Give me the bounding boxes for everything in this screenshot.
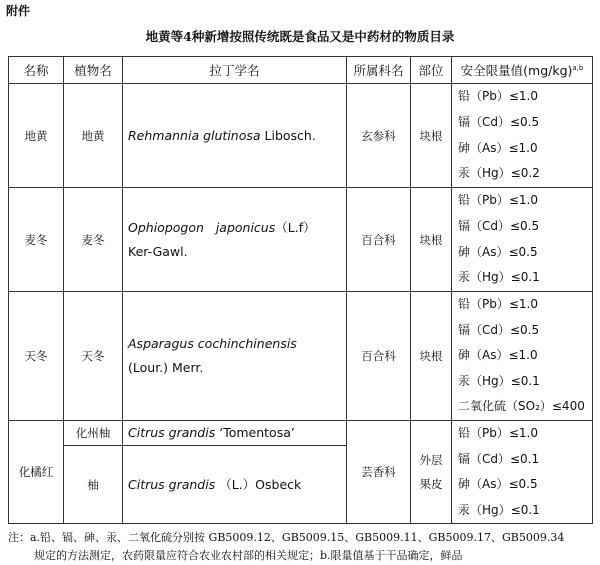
row-limits <box>452 188 593 292</box>
limit-item: 镉（Cd）≤0.5 <box>458 218 540 233</box>
limit-item: 铅（Pb）≤1.0 <box>458 426 538 440</box>
table-row <box>9 188 593 292</box>
limit-item: 铅（Pb）≤1.0 <box>458 193 538 208</box>
column-header-name: 名称 <box>9 57 64 84</box>
row-part: 块根 <box>411 188 452 292</box>
row-part: 块根 <box>411 292 452 421</box>
row-latin-name: Rehmannia glutinosa Libosch. <box>123 84 347 188</box>
footnote-line: 注：a.铅、镉、砷、汞、二氧化硫分别按 GB5009.12、GB5009.15、GB5009.11、GB5009.17、GB5009.34 <box>8 531 565 544</box>
row-family: 百合科 <box>347 292 411 421</box>
substance-table <box>8 56 593 524</box>
limit-item: 铅（Pb）≤1.0 <box>458 89 538 104</box>
limit-item: 汞（Hg）≤0.2 <box>458 166 540 181</box>
row-name: 化橘红 <box>9 421 64 524</box>
column-header-plant: 植物名 <box>64 57 123 84</box>
limit-item: 镉（Cd）≤0.1 <box>458 451 540 466</box>
row-part: 外层 果皮 <box>411 421 452 524</box>
row-plant: 地黄 <box>64 84 123 188</box>
limit-item: 砷（As）≤0.5 <box>458 477 538 492</box>
limit-item: 二氧化硫（SO₂）≤400 <box>458 399 585 414</box>
row-plant: 天冬 <box>64 292 123 421</box>
limit-item: 汞（Hg）≤0.1 <box>458 373 540 388</box>
limit-item: 汞（Hg）≤0.1 <box>458 502 540 517</box>
row-part: 块根 <box>411 84 452 188</box>
limit-item: 砷（As）≤1.0 <box>458 140 538 155</box>
table-row <box>9 84 593 188</box>
row-name: 地黄 <box>9 84 64 188</box>
row-family: 芸香科 <box>347 421 411 524</box>
row-plant: 柚 <box>64 446 123 524</box>
table-header-row <box>9 57 593 84</box>
row-limits <box>452 84 593 188</box>
limit-item: 镉（Cd）≤0.5 <box>458 322 540 337</box>
column-header-family: 所属科名 <box>347 57 411 84</box>
limit-item: 铅（Pb）≤1.0 <box>458 297 538 312</box>
row-latin-name: Asparagus cochinchinensis (Lour.) Merr. <box>123 292 347 421</box>
limit-item: 汞（Hg）≤0.1 <box>458 270 540 285</box>
column-header-latin: 拉丁学名 <box>123 57 347 84</box>
attachment-label: 附件 <box>6 4 31 18</box>
row-name: 天冬 <box>9 292 64 421</box>
row-latin-name: Ophiopogon japonicus（L.f） Ker-Gawl. <box>123 188 347 292</box>
column-header-part: 部位 <box>411 57 452 84</box>
footnote <box>8 529 564 565</box>
row-plant: 化州柚 <box>64 421 123 446</box>
document-title: 地黄等4种新增按照传统既是食品又是中药材的物质目录 <box>145 29 455 44</box>
footnote-line: 规定的方法测定，农药限量应符合农业农村部的相关规定；b.限量值基于干品确定，鲜品 <box>34 549 463 562</box>
row-family: 玄参科 <box>347 84 411 188</box>
row-latin-name: Citrus grandis （L.）Osbeck <box>123 446 347 524</box>
table-row <box>9 292 593 421</box>
limit-item: 砷（As）≤0.5 <box>458 244 538 259</box>
limit-item: 镉（Cd）≤0.5 <box>458 114 540 129</box>
table-row <box>9 421 593 446</box>
column-header-limit: 安全限量值$(mg/kg)^{a,b}$ <box>452 57 593 84</box>
row-limits <box>452 292 593 421</box>
limit-item: 砷（As）≤1.0 <box>458 348 538 363</box>
row-family: 百合科 <box>347 188 411 292</box>
row-name: 麦冬 <box>9 188 64 292</box>
row-latin-name: Citrus grandis ‘Tomentosa’ <box>123 421 347 446</box>
row-plant: 麦冬 <box>64 188 123 292</box>
row-limits <box>452 421 593 524</box>
